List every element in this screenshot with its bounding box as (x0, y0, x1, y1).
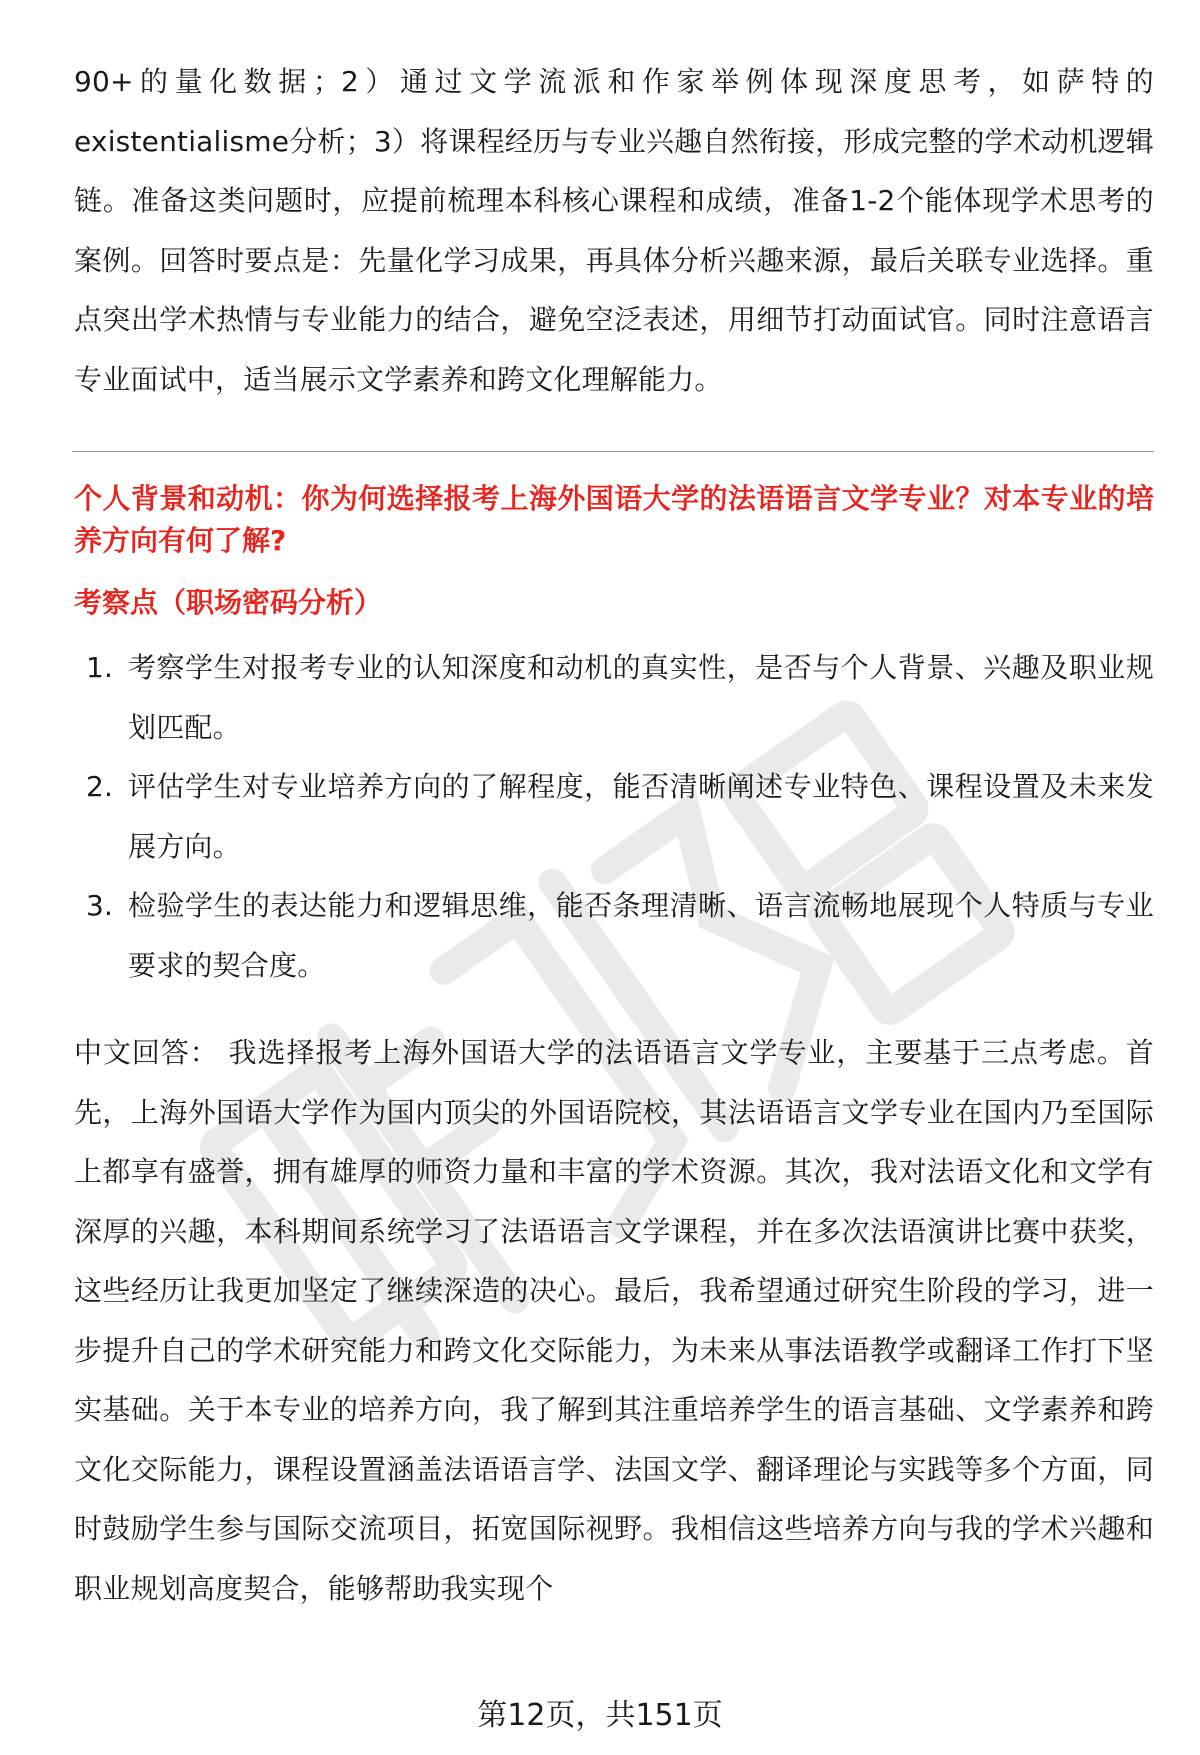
list-item-text: 检验学生的表达能力和逻辑思维，能否条理清晰、语言流畅地展现个人特质与专业要求的契合度。 (128, 889, 1154, 982)
examination-points-heading: 考察点（职场密码分析） (74, 586, 383, 619)
list-item (74, 638, 1154, 757)
question-heading: 个人背景和动机：你为何选择报考上海外国语大学的法语语言文学专业？对本专业的培养方向有何了解? (74, 482, 1154, 557)
document-page (74, 52, 1154, 1618)
list-item (74, 757, 1154, 876)
page-number-footer: 第12页，共151页 (477, 1698, 723, 1733)
list-item (74, 876, 1154, 995)
list-item-text: 评估学生对专业培养方向的了解程度，能否清晰阐述专业特色、课程设置及未来发展方向。 (128, 770, 1154, 863)
intro-paragraph: 90+的量化数据；2）通过文学流派和作家举例体现深度思考，如萨特的existentialisme分析；3）将课程经历与专业兴趣自然衔接，形成完整的学术动机逻辑链。准备这类问题时，应提前梳理本科核心课程和成绩，准备1-2个能体现学术思考的案例。回答时要点是：先量化学习成果，再具体分析兴趣来源，最后关联专业选择。重点突出学术热情与专业能力的结合，避免空泛表述，用细节打动面试官。同时注意语言专业面试中，适当展示文学素养和跨文化理解能力。 (74, 65, 1154, 396)
examination-points-list (74, 638, 1154, 995)
list-item-number: 3. (86, 889, 114, 922)
list-item-text: 考察学生对报考专业的认知深度和动机的真实性，是否与个人背景、兴趣及职业规划匹配。 (128, 651, 1154, 744)
answer-paragraph: 中文回答： 我选择报考上海外国语大学的法语语言文学专业，主要基于三点考虑。首先，上海外国语大学作为国内顶尖的外国语院校，其法语语言文学专业在国内乃至国际上都享有盛誉，拥有雄厚的师资力量和丰富的学术资源。其次，我对法语文化和文学有深厚的兴趣，本科期间系统学习了法语语言文学课程，并在多次法语演讲比赛中获奖，这些经历让我更加坚定了继续深造的决心。最后，我希望通过研究生阶段的学习，进一步提升自己的学术研究能力和跨文化交际能力，为未来从事法语教学或翻译工作打下坚实基础。关于本专业的培养方向，我了解到其注重培养学生的语言基础、文学素养和跨文化交际能力，课程设置涵盖法语语言学、法国文学、翻译理论与实践等多个方面，同时鼓励学生参与国际交流项目，拓宽国际视野。我相信这些培养方向与我的学术兴趣和职业规划高度契合，能够帮助我实现个 (74, 1036, 1154, 1605)
section-divider (72, 451, 1154, 452)
list-item-number: 1. (86, 651, 114, 684)
list-item-number: 2. (86, 770, 114, 803)
